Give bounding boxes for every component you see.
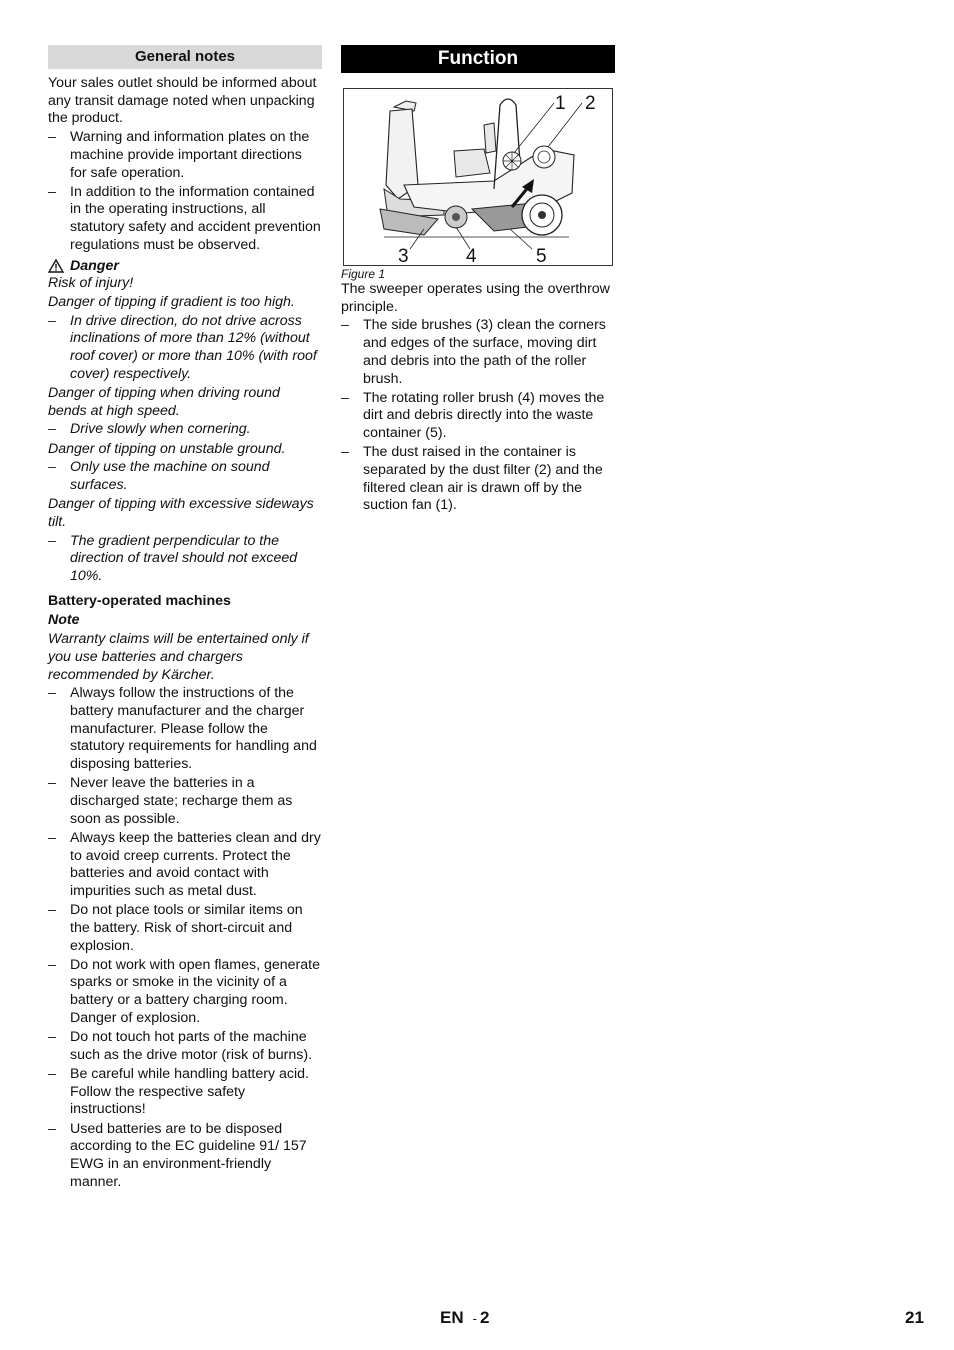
- general-notes-heading: General notes: [48, 45, 322, 69]
- list-item: – The dust raised in the container is separated by the dust filter (2) and the filtered clean air is drawn off by the suction fan (1).: [341, 444, 615, 515]
- list-item: – Always keep the batteries clean and dry to avoid creep currents. Protect the batteries and avoid contact with impurities such as metal dust.: [48, 830, 322, 901]
- list-item: – In addition to the information contained in the operating instructions, all statutory safety and accident prevention regulations must be observed.: [48, 184, 322, 255]
- figure-label-1: 1: [555, 93, 566, 114]
- danger-label: Danger: [70, 257, 119, 274]
- list-item: – Do not touch hot parts of the machine such as the drive motor (risk of burns).: [48, 1029, 322, 1064]
- list-item: – The gradient perpendicular to the direction of travel should not exceed 10%.: [48, 533, 322, 586]
- sweeper-illustration: [344, 89, 612, 265]
- tip-bends-text: Danger of tipping when driving round bends at high speed.: [48, 384, 280, 419]
- list-item: – Warning and information plates on the machine provide important directions for safe operation.: [48, 129, 322, 182]
- list-item: – Used batteries are to be disposed according to the EC guideline 91/ 157 EWG in an environment-friendly manner.: [48, 1121, 322, 1192]
- sweeper-figure: [343, 88, 613, 266]
- left-column: [48, 45, 322, 1193]
- battery-heading: Battery-operated machines: [48, 592, 231, 609]
- list-item: – Always follow the instructions of the battery manufacturer and the charger manufacturer. Please follow the statutory requirements for handling and disposing batteries.: [48, 685, 322, 774]
- figure-label-5: 5: [536, 246, 547, 265]
- footer-language: [440, 1308, 489, 1328]
- figure-label-3: 3: [398, 246, 409, 265]
- danger-heading: [48, 258, 322, 276]
- list-item: – Drive slowly when cornering.: [48, 421, 322, 439]
- list-item: – The side brushes (3) clean the corners and edges of the surface, moving dirt and debris into the path of the roller brush.: [341, 317, 615, 388]
- list-item: – Do not work with open flames, generate sparks or smoke in the vicinity of a battery or a battery charging room. Danger of explosion.: [48, 957, 322, 1028]
- function-list: [341, 317, 615, 515]
- list-item: – Only use the machine on sound surfaces.: [48, 459, 322, 494]
- function-intro: The sweeper operates using the overthrow principle.: [341, 281, 610, 315]
- list-item: – Be careful while handling battery acid. Follow the respective safety instructions!: [48, 1066, 322, 1119]
- tip-unstable-text: Danger of tipping on unstable ground.: [48, 440, 286, 457]
- middle-column: [341, 45, 615, 517]
- function-heading: Function: [341, 45, 615, 73]
- figure-label-2: 2: [585, 93, 596, 114]
- figure-label-4: 4: [466, 246, 477, 265]
- note-text: Warranty claims will be entertained only if you use batteries and chargers recommended by Kärcher.: [48, 631, 309, 683]
- list-item: – Do not place tools or similar items on the battery. Risk of short-circuit and explosion.: [48, 902, 322, 955]
- footer-sub-page: 2: [479, 1308, 490, 1327]
- tip-sideways-text: Danger of tipping with excessive sideways tilt.: [48, 496, 314, 530]
- figure-caption: Figure 1: [341, 267, 386, 281]
- list-item: – In drive direction, do not drive across inclinations of more than 12% (without roof cover) or more than 10% (with roof cover) respectively.: [48, 313, 322, 384]
- general-notes-list: [48, 129, 322, 254]
- page-number: 21: [905, 1308, 924, 1327]
- risk-text: Risk of injury!: [48, 275, 134, 292]
- battery-list: [48, 685, 322, 1191]
- note-label: Note: [48, 612, 80, 629]
- list-item: – Never leave the batteries in a discharged state; recharge them as soon as possible.: [48, 775, 322, 828]
- tip-gradient-text: Danger of tipping if gradient is too high.: [48, 293, 295, 310]
- warning-triangle-icon: [48, 259, 64, 273]
- footer-dash: -: [472, 1311, 477, 1326]
- list-item: – The rotating roller brush (4) moves the dirt and debris directly into the waste container (5).: [341, 390, 615, 443]
- general-notes-intro: Your sales outlet should be informed about any transit damage noted when unpacking the product.: [48, 75, 317, 127]
- footer-lang: EN: [440, 1308, 464, 1327]
